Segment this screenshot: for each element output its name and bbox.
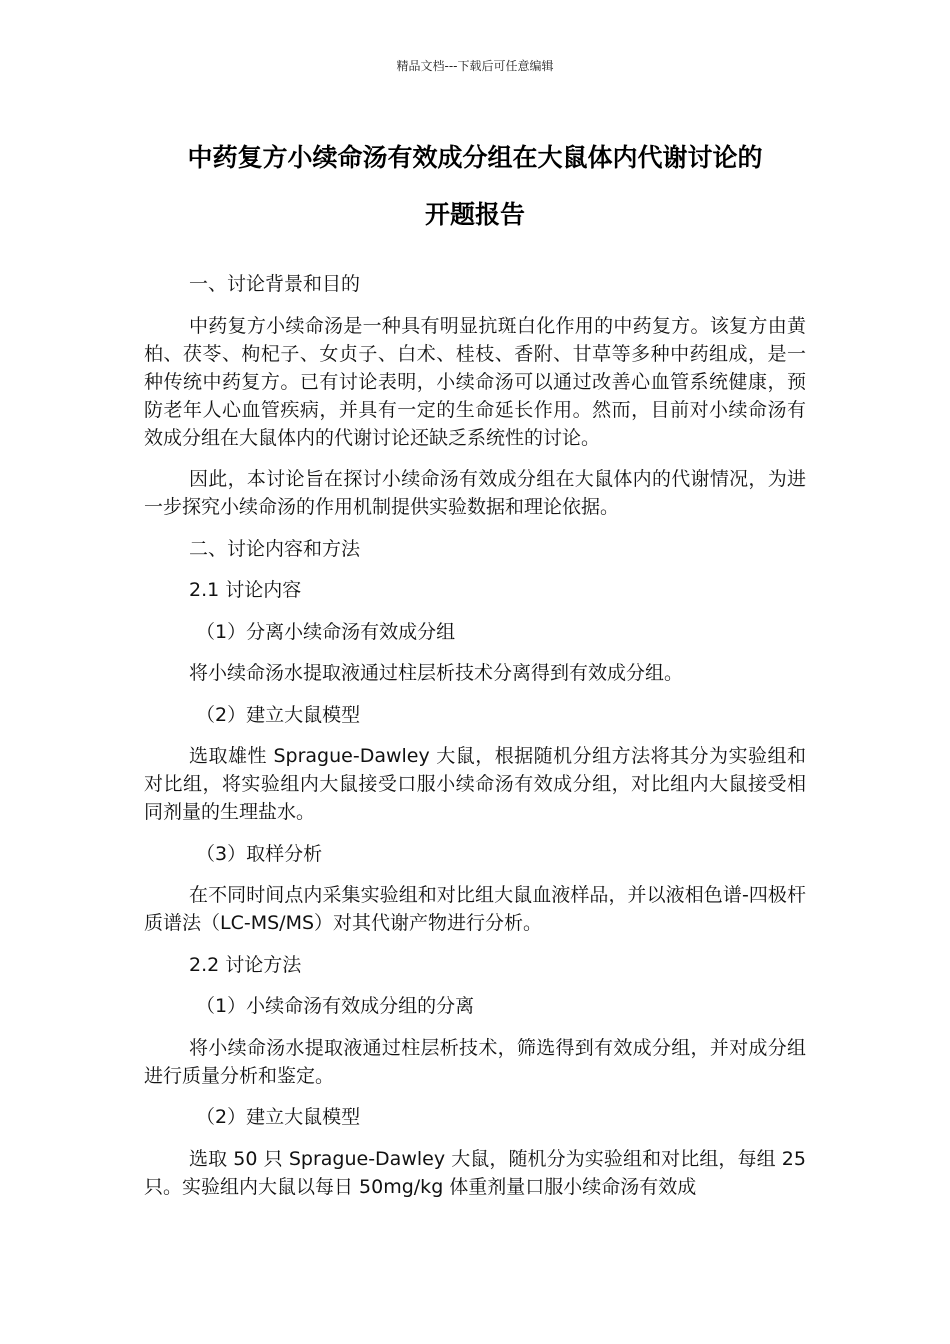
section-2-2-item-2-heading: （2）建立大鼠模型 xyxy=(196,1106,361,1128)
section-2-2-heading: 2.2 讨论方法 xyxy=(189,953,302,976)
section-2-1-item-2-heading: （2）建立大鼠模型 xyxy=(196,703,361,726)
section-1-heading: 一、讨论背景和目的 xyxy=(189,273,361,295)
section-2-2-item-2-text: 选取 50 只 Sprague-Dawley 大鼠，随机分为实验组和对比组，每组 25 只。实验组内大鼠以每日 50mg/kg 体重剂量口服小续命汤有效成 xyxy=(144,1147,806,1198)
section-2-2-item-1-heading: （1）小续命汤有效成分组的分离 xyxy=(196,995,475,1017)
page-header: 精品文档---下载后可任意编辑 xyxy=(396,59,554,73)
section-2-1-item-3-text: 在不同时间点内采集实验组和对比组大鼠血液样品，并以液相色谱-四极杆质谱法（LC-MS/MS）对其代谢产物进行分析。 xyxy=(144,884,806,934)
section-1-paragraph-2: 因此，本讨论旨在探讨小续命汤有效成分组在大鼠体内的代谢情况，为进一步探究小续命汤的作用机制提供实验数据和理论依据。 xyxy=(144,468,806,518)
section-2-heading: 二、讨论内容和方法 xyxy=(189,537,361,560)
section-2-1-item-3-heading: （3）取样分析 xyxy=(196,842,323,865)
section-2-1-heading: 2.1 讨论内容 xyxy=(189,579,302,601)
section-2-1-item-1-text: 将小续命汤水提取液通过柱层析技术分离得到有效成分组。 xyxy=(189,662,684,684)
section-2-1-item-1-heading: （1）分离小续命汤有效成分组 xyxy=(196,620,456,643)
section-2-2-item-1-text: 将小续命汤水提取液通过柱层析技术，筛选得到有效成分组，并对成分组进行质量分析和鉴定。 xyxy=(144,1036,806,1087)
document-title-line-2: 开题报告 xyxy=(424,200,525,229)
document-title-line-1: 中药复方小续命汤有效成分组在大鼠体内代谢讨论的 xyxy=(187,143,763,172)
document-body xyxy=(144,270,806,1214)
section-1-paragraph-1: 中药复方小续命汤是一种具有明显抗斑白化作用的中药复方。该复方由黄柏、茯苓、枸杞子、女贞子、白术、桂枝、香附、甘草等多种中药组成，是一种传统中药复方。已有讨论表明，小续命汤可以通过改善心血管系统健康，预防老年人心血管疾病，并具有一定的生命延长作用。然而，目前对小续命汤有效成分组在大鼠体内的代谢讨论还缺乏系统性的讨论。 xyxy=(144,314,806,449)
section-2-1-item-2-text: 选取雄性 Sprague-Dawley 大鼠，根据随机分组方法将其分为实验组和对比组，将实验组内大鼠接受口服小续命汤有效成分组，对比组内大鼠接受相同剂量的生理盐水。 xyxy=(144,745,806,823)
